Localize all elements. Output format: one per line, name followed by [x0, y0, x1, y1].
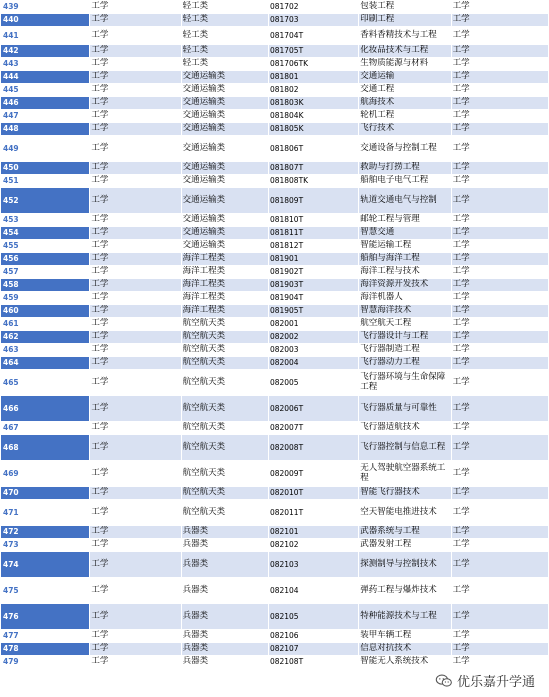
major-code-cell: 082106	[268, 630, 358, 643]
category-cell: 航空航天类	[181, 487, 268, 500]
major-name-cell: 武器发射工程	[359, 539, 451, 552]
degree-cell: 工学	[451, 578, 548, 604]
major-code-cell: 081905T	[268, 305, 358, 318]
discipline-cell: 工学	[90, 1, 181, 14]
row-number-cell: 443	[1, 58, 90, 71]
major-code-cell: 081903T	[268, 279, 358, 292]
row-number-cell: 468	[1, 435, 90, 461]
degree-cell: 工学	[451, 331, 548, 344]
discipline-cell: 工学	[90, 188, 181, 214]
major-code-cell: 082107	[268, 643, 358, 656]
major-name-cell: 飞行器动力工程	[359, 357, 451, 370]
major-name-cell: 飞行器环境与生命保障工程	[359, 370, 451, 396]
major-name-cell: 智能运输工程	[359, 240, 451, 253]
degree-cell: 工学	[451, 539, 548, 552]
row-number-cell: 470	[1, 487, 90, 500]
category-cell: 交通运输类	[181, 123, 268, 136]
table-row	[1, 318, 549, 331]
discipline-cell: 工学	[90, 227, 181, 240]
major-code-cell: 081902T	[268, 266, 358, 279]
discipline-cell: 工学	[90, 656, 181, 669]
degree-cell: 工学	[451, 240, 548, 253]
table-row	[1, 552, 549, 578]
discipline-cell: 工学	[90, 292, 181, 305]
major-name-cell: 交通运输	[359, 71, 451, 84]
table-row	[1, 253, 549, 266]
degree-cell: 工学	[451, 253, 548, 266]
degree-cell: 工学	[451, 214, 548, 227]
category-cell: 交通运输类	[181, 136, 268, 162]
degree-cell: 工学	[451, 435, 548, 461]
discipline-cell: 工学	[90, 526, 181, 539]
category-cell: 航空航天类	[181, 396, 268, 422]
major-code-cell: 082010T	[268, 487, 358, 500]
major-name-cell: 救助与打捞工程	[359, 162, 451, 175]
category-cell: 交通运输类	[181, 227, 268, 240]
major-name-cell: 交通工程	[359, 84, 451, 97]
row-number-cell: 459	[1, 292, 90, 305]
category-cell: 交通运输类	[181, 110, 268, 123]
row-number-cell: 467	[1, 422, 90, 435]
table-row	[1, 331, 549, 344]
major-name-cell: 轨道交通电气与控制	[359, 188, 451, 214]
discipline-cell: 工学	[90, 45, 181, 58]
table-row	[1, 71, 549, 84]
category-cell: 交通运输类	[181, 162, 268, 175]
table-row	[1, 370, 549, 396]
category-cell: 海洋工程类	[181, 266, 268, 279]
major-name-cell: 智慧海洋技术	[359, 305, 451, 318]
category-cell: 兵器类	[181, 578, 268, 604]
row-number-cell: 460	[1, 305, 90, 318]
major-name-cell: 飞行器设计与工程	[359, 331, 451, 344]
category-cell: 交通运输类	[181, 240, 268, 253]
discipline-cell: 工学	[90, 27, 181, 45]
table-row	[1, 240, 549, 253]
discipline-cell: 工学	[90, 110, 181, 123]
degree-cell: 工学	[451, 344, 548, 357]
degree-cell: 工学	[451, 318, 548, 331]
watermark-text: 优乐嘉升学通	[456, 675, 535, 690]
major-code-cell: 082007T	[268, 422, 358, 435]
major-name-cell: 飞行器制造工程	[359, 344, 451, 357]
degree-cell: 工学	[451, 14, 548, 27]
discipline-cell: 工学	[90, 266, 181, 279]
major-name-cell: 智能无人系统技术	[359, 656, 451, 669]
table-row	[1, 227, 549, 240]
wechat-icon	[435, 674, 453, 688]
degree-cell: 工学	[451, 292, 548, 305]
discipline-cell: 工学	[90, 331, 181, 344]
category-cell: 海洋工程类	[181, 253, 268, 266]
major-code-cell: 082011T	[268, 500, 358, 526]
major-name-cell: 武器系统与工程	[359, 526, 451, 539]
degree-cell: 工学	[451, 396, 548, 422]
major-code-cell: 082103	[268, 552, 358, 578]
category-cell: 兵器类	[181, 526, 268, 539]
degree-cell: 工学	[451, 604, 548, 630]
discipline-cell: 工学	[90, 552, 181, 578]
category-cell: 轻工类	[181, 1, 268, 14]
major-code-cell: 082104	[268, 578, 358, 604]
degree-cell: 工学	[451, 175, 548, 188]
table-row	[1, 422, 549, 435]
degree-cell: 工学	[451, 643, 548, 656]
major-code-cell: 082102	[268, 539, 358, 552]
major-name-cell: 邮轮工程与管理	[359, 214, 451, 227]
degree-cell: 工学	[451, 136, 548, 162]
discipline-cell: 工学	[90, 318, 181, 331]
discipline-cell: 工学	[90, 435, 181, 461]
row-number-cell: 456	[1, 253, 90, 266]
watermark	[431, 670, 539, 691]
table-row	[1, 162, 549, 175]
degree-cell: 工学	[451, 487, 548, 500]
row-number-cell: 455	[1, 240, 90, 253]
table-row	[1, 97, 549, 110]
major-code-cell: 081703	[268, 14, 358, 27]
major-code-cell: 082108T	[268, 656, 358, 669]
row-number-cell: 479	[1, 656, 90, 669]
table-row	[1, 604, 549, 630]
row-number-cell: 461	[1, 318, 90, 331]
discipline-cell: 工学	[90, 279, 181, 292]
major-name-cell: 交通设备与控制工程	[359, 136, 451, 162]
table-row	[1, 27, 549, 45]
row-number-cell: 445	[1, 84, 90, 97]
table-row	[1, 578, 549, 604]
major-name-cell: 香料香精技术与工程	[359, 27, 451, 45]
row-number-cell: 469	[1, 461, 90, 487]
degree-cell: 工学	[451, 227, 548, 240]
major-code-cell: 082005	[268, 370, 358, 396]
degree-cell: 工学	[451, 630, 548, 643]
major-name-cell: 探测制导与控制技术	[359, 552, 451, 578]
discipline-cell: 工学	[90, 344, 181, 357]
table-row	[1, 84, 549, 97]
category-cell: 海洋工程类	[181, 292, 268, 305]
discipline-cell: 工学	[90, 370, 181, 396]
table-row	[1, 175, 549, 188]
discipline-cell: 工学	[90, 84, 181, 97]
table-row	[1, 110, 549, 123]
category-cell: 交通运输类	[181, 71, 268, 84]
category-cell: 航空航天类	[181, 500, 268, 526]
major-name-cell: 生物质能源与材料	[359, 58, 451, 71]
discipline-cell: 工学	[90, 422, 181, 435]
major-name-cell: 海洋工程与技术	[359, 266, 451, 279]
major-name-cell: 弹药工程与爆炸技术	[359, 578, 451, 604]
category-cell: 航空航天类	[181, 331, 268, 344]
major-name-cell: 飞行器适航技术	[359, 422, 451, 435]
table-row	[1, 14, 549, 27]
major-name-cell: 海洋资源开发技术	[359, 279, 451, 292]
discipline-cell: 工学	[90, 175, 181, 188]
major-code-cell: 082002	[268, 331, 358, 344]
row-number-cell: 440	[1, 14, 90, 27]
row-number-cell: 454	[1, 227, 90, 240]
discipline-cell: 工学	[90, 643, 181, 656]
row-number-cell: 458	[1, 279, 90, 292]
degree-cell: 工学	[451, 110, 548, 123]
major-name-cell: 信息对抗技术	[359, 643, 451, 656]
degree-cell: 工学	[451, 123, 548, 136]
discipline-cell: 工学	[90, 253, 181, 266]
major-name-cell: 包装工程	[359, 1, 451, 14]
major-name-cell: 飞行器控制与信息工程	[359, 435, 451, 461]
major-code-cell: 081803K	[268, 97, 358, 110]
degree-cell: 工学	[451, 45, 548, 58]
table-row	[1, 292, 549, 305]
major-code-cell: 081705T	[268, 45, 358, 58]
degree-cell: 工学	[451, 656, 548, 669]
major-name-cell: 化妆品技术与工程	[359, 45, 451, 58]
major-code-cell: 082009T	[268, 461, 358, 487]
major-code-cell: 081704T	[268, 27, 358, 45]
table-row	[1, 435, 549, 461]
row-number-cell: 465	[1, 370, 90, 396]
major-name-cell: 无人驾驶航空器系统工程	[359, 461, 451, 487]
category-cell: 兵器类	[181, 656, 268, 669]
major-code-cell: 082008T	[268, 435, 358, 461]
category-cell: 交通运输类	[181, 175, 268, 188]
row-number-cell: 444	[1, 71, 90, 84]
row-number-cell: 446	[1, 97, 90, 110]
discipline-cell: 工学	[90, 357, 181, 370]
major-code-cell: 081706TK	[268, 58, 358, 71]
degree-cell: 工学	[451, 1, 548, 14]
major-code-cell: 081801	[268, 71, 358, 84]
degree-cell: 工学	[451, 279, 548, 292]
category-cell: 交通运输类	[181, 188, 268, 214]
degree-cell: 工学	[451, 357, 548, 370]
major-name-cell: 航海技术	[359, 97, 451, 110]
major-code-cell: 081904T	[268, 292, 358, 305]
row-number-cell: 451	[1, 175, 90, 188]
major-name-cell: 印刷工程	[359, 14, 451, 27]
category-cell: 兵器类	[181, 539, 268, 552]
table-row	[1, 136, 549, 162]
discipline-cell: 工学	[90, 240, 181, 253]
major-code-cell: 081805K	[268, 123, 358, 136]
major-code-cell: 082105	[268, 604, 358, 630]
degree-cell: 工学	[451, 500, 548, 526]
row-number-cell: 463	[1, 344, 90, 357]
discipline-cell: 工学	[90, 214, 181, 227]
table-row	[1, 396, 549, 422]
table-row	[1, 357, 549, 370]
discipline-cell: 工学	[90, 123, 181, 136]
row-number-cell: 475	[1, 578, 90, 604]
degree-cell: 工学	[451, 305, 548, 318]
major-code-cell: 082003	[268, 344, 358, 357]
category-cell: 轻工类	[181, 27, 268, 45]
discipline-cell: 工学	[90, 539, 181, 552]
category-cell: 航空航天类	[181, 357, 268, 370]
degree-cell: 工学	[451, 526, 548, 539]
degree-cell: 工学	[451, 370, 548, 396]
discipline-cell: 工学	[90, 97, 181, 110]
major-code-cell: 082004	[268, 357, 358, 370]
row-number-cell: 474	[1, 552, 90, 578]
major-code-cell: 081702	[268, 1, 358, 14]
major-code-cell: 081812T	[268, 240, 358, 253]
major-name-cell: 船舶电子电气工程	[359, 175, 451, 188]
table-row	[1, 279, 549, 292]
discipline-cell: 工学	[90, 136, 181, 162]
row-number-cell: 441	[1, 27, 90, 45]
discipline-cell: 工学	[90, 71, 181, 84]
major-code-cell: 081808TK	[268, 175, 358, 188]
degree-cell: 工学	[451, 461, 548, 487]
row-number-cell: 478	[1, 643, 90, 656]
major-name-cell: 轮机工程	[359, 110, 451, 123]
category-cell: 航空航天类	[181, 422, 268, 435]
discipline-cell: 工学	[90, 14, 181, 27]
discipline-cell: 工学	[90, 162, 181, 175]
discipline-cell: 工学	[90, 396, 181, 422]
row-number-cell: 442	[1, 45, 90, 58]
category-cell: 轻工类	[181, 58, 268, 71]
major-code-cell: 081802	[268, 84, 358, 97]
row-number-cell: 457	[1, 266, 90, 279]
degree-cell: 工学	[451, 162, 548, 175]
major-code-cell: 082101	[268, 526, 358, 539]
category-cell: 轻工类	[181, 14, 268, 27]
major-code-cell: 081810T	[268, 214, 358, 227]
row-number-cell: 439	[1, 1, 90, 14]
discipline-cell: 工学	[90, 578, 181, 604]
table-row	[1, 123, 549, 136]
discipline-cell: 工学	[90, 630, 181, 643]
row-number-cell: 452	[1, 188, 90, 214]
row-number-cell: 464	[1, 357, 90, 370]
degree-cell: 工学	[451, 71, 548, 84]
table-row	[1, 305, 549, 318]
category-cell: 兵器类	[181, 643, 268, 656]
table-row	[1, 500, 549, 526]
category-cell: 航空航天类	[181, 435, 268, 461]
table-row	[1, 188, 549, 214]
category-cell: 海洋工程类	[181, 279, 268, 292]
major-code-cell: 081806T	[268, 136, 358, 162]
major-name-cell: 智慧交通	[359, 227, 451, 240]
row-number-cell: 453	[1, 214, 90, 227]
row-number-cell: 477	[1, 630, 90, 643]
degree-cell: 工学	[451, 552, 548, 578]
row-number-cell: 471	[1, 500, 90, 526]
major-name-cell: 空天智能电推进技术	[359, 500, 451, 526]
table-row	[1, 487, 549, 500]
degree-cell: 工学	[451, 58, 548, 71]
category-cell: 交通运输类	[181, 97, 268, 110]
major-code-cell: 081804K	[268, 110, 358, 123]
table-row	[1, 45, 549, 58]
major-name-cell: 航空航天工程	[359, 318, 451, 331]
discipline-cell: 工学	[90, 604, 181, 630]
category-cell: 交通运输类	[181, 84, 268, 97]
major-code-cell: 082006T	[268, 396, 358, 422]
degree-cell: 工学	[451, 422, 548, 435]
discipline-cell: 工学	[90, 58, 181, 71]
category-cell: 轻工类	[181, 45, 268, 58]
table-row	[1, 1, 549, 14]
row-number-cell: 462	[1, 331, 90, 344]
degree-cell: 工学	[451, 188, 548, 214]
major-code-cell: 081811T	[268, 227, 358, 240]
major-name-cell: 装甲车辆工程	[359, 630, 451, 643]
table-row	[1, 656, 549, 669]
table-row	[1, 643, 549, 656]
row-number-cell: 447	[1, 110, 90, 123]
major-code-cell: 081807T	[268, 162, 358, 175]
major-name-cell: 飞行技术	[359, 123, 451, 136]
discipline-cell: 工学	[90, 487, 181, 500]
row-number-cell: 448	[1, 123, 90, 136]
table-row	[1, 526, 549, 539]
category-cell: 航空航天类	[181, 344, 268, 357]
category-cell: 兵器类	[181, 630, 268, 643]
table-row	[1, 344, 549, 357]
discipline-cell: 工学	[90, 305, 181, 318]
row-number-cell: 466	[1, 396, 90, 422]
table-row	[1, 461, 549, 487]
row-number-cell: 476	[1, 604, 90, 630]
major-name-cell: 船舶与海洋工程	[359, 253, 451, 266]
category-cell: 海洋工程类	[181, 305, 268, 318]
table-row	[1, 266, 549, 279]
major-name-cell: 特种能源技术与工程	[359, 604, 451, 630]
degree-cell: 工学	[451, 266, 548, 279]
degree-cell: 工学	[451, 97, 548, 110]
category-cell: 兵器类	[181, 552, 268, 578]
category-cell: 航空航天类	[181, 370, 268, 396]
category-cell: 兵器类	[181, 604, 268, 630]
major-code-cell: 081809T	[268, 188, 358, 214]
row-number-cell: 473	[1, 539, 90, 552]
category-cell: 航空航天类	[181, 461, 268, 487]
table-row	[1, 214, 549, 227]
row-number-cell: 450	[1, 162, 90, 175]
major-code-cell: 081901	[268, 253, 358, 266]
major-name-cell: 智能飞行器技术	[359, 487, 451, 500]
row-number-cell: 472	[1, 526, 90, 539]
degree-cell: 工学	[451, 27, 548, 45]
discipline-cell: 工学	[90, 461, 181, 487]
major-name-cell: 飞行器质量与可靠性	[359, 396, 451, 422]
category-cell: 航空航天类	[181, 318, 268, 331]
degree-cell: 工学	[451, 84, 548, 97]
discipline-cell: 工学	[90, 500, 181, 526]
major-name-cell: 海洋机器人	[359, 292, 451, 305]
row-number-cell: 449	[1, 136, 90, 162]
major-code-cell: 082001	[268, 318, 358, 331]
category-cell: 交通运输类	[181, 214, 268, 227]
table-row	[1, 630, 549, 643]
table-row	[1, 58, 549, 71]
table-row	[1, 539, 549, 552]
